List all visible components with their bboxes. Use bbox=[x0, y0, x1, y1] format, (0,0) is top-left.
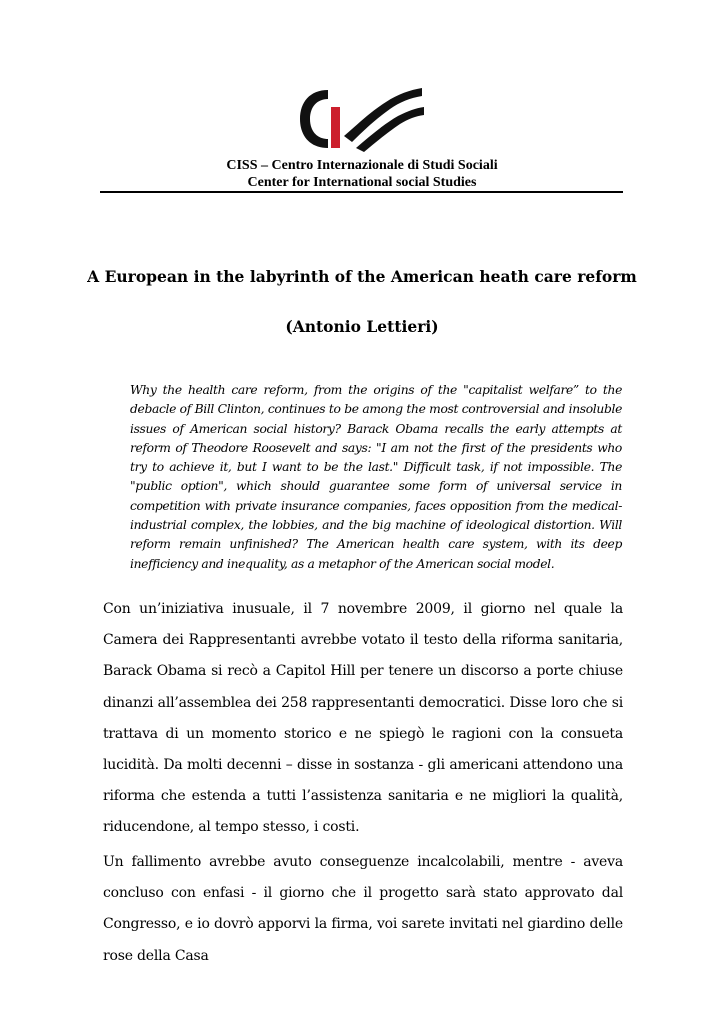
article-abstract: Why the health care reform, from the origins of the "capitalist welfare” to the debacle of Bill Clinton, continues to be among the most controversial and insoluble issues of American social history? Barack Obama recalls the early attempts at reform of Theodore Roosevelt and says: "I am not the first of the presidents who try to achieve it, but I want to be the last." Difficult task, if not impossible. The "public option", which should guarantee some form of universal service in competition with private insurance companies, faces opposition from the medical-industrial complex, the lobbies, and the big machine of ideological distortion. Will reform remain unfinished? The American health care system, with its deep inefficiency and inequality, as a metaphor of the American social model. bbox=[130, 383, 622, 571]
org-name-italian: CISS – Centro Internazionale di Studi Sociali bbox=[226, 158, 498, 173]
organization-header bbox=[100, 157, 624, 191]
ciss-logo bbox=[298, 84, 428, 154]
logo-c-shape bbox=[300, 90, 328, 148]
logo-s-swoosh-bottom bbox=[356, 107, 424, 152]
header-divider bbox=[100, 191, 623, 193]
article-author: (Antonio Lettieri) bbox=[285, 317, 439, 336]
logo-i-bar bbox=[331, 107, 340, 148]
body-paragraph-1: Con un’iniziativa inusuale, il 7 novembre 2009, il giorno nel quale la Camera dei Rappresentanti avrebbe votato il testo della riforma sanitaria, Barack Obama si recò a Capitol Hill per tenere un discorso a porte chiuse dinanzi all’assemblea dei 258 rappresentanti democratici. Disse loro che si trattava di un momento storico e ne spiegò le ragioni con la consueta lucidità. Da molti decenni – disse in sostanza - gli americani attendono una riforma che estenda a tutti l’assistenza sanitaria e ne migliori la qualità, riducendone, al tempo stesso, i costi. bbox=[103, 601, 623, 836]
org-name-english: Center for International social Studies bbox=[247, 175, 477, 190]
article-title: A European in the labyrinth of the American heath care reform bbox=[87, 267, 637, 286]
body-paragraph-2: Un fallimento avrebbe avuto conseguenze incalcolabili, mentre - aveva concluso con enfasi - il giorno che il progetto sarà stato approvato dal Congresso, e io dovrò apporvi la firma, voi sarete invitati nel giardino delle rose della Casa bbox=[103, 854, 623, 964]
